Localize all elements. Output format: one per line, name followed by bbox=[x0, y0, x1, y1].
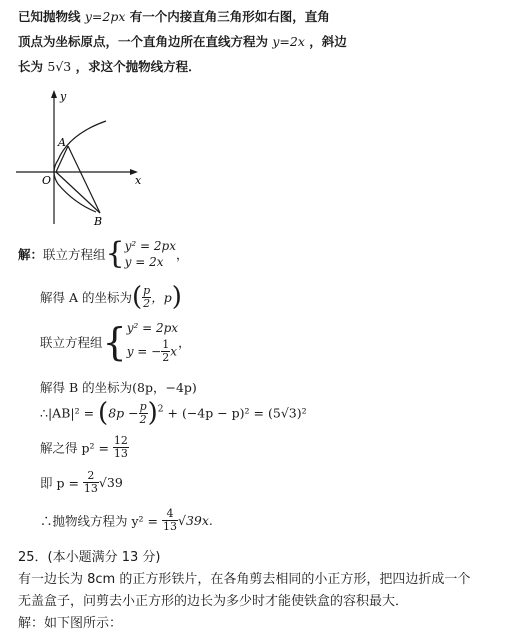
side-ab bbox=[68, 146, 100, 213]
solution-text: 8p − bbox=[108, 405, 139, 421]
solution-text: ，p bbox=[151, 290, 172, 305]
y-axis-label: y bbox=[60, 90, 67, 103]
solution-ab-equation bbox=[40, 398, 307, 428]
brace: { bbox=[105, 236, 125, 271]
solution-p-value bbox=[40, 470, 123, 495]
system-label: 联立方程组 bbox=[40, 335, 103, 350]
numerator: 2 bbox=[83, 470, 99, 483]
solution-text: ∴抛物线方程为 y² = bbox=[40, 513, 158, 529]
equation bbox=[127, 339, 178, 364]
equation: y = 2x bbox=[124, 255, 164, 269]
problem-equation: y=2px bbox=[84, 9, 126, 24]
paren: ) bbox=[147, 398, 158, 428]
problem-25-header: 25．(本小题满分 13 分) bbox=[18, 550, 161, 565]
fraction bbox=[139, 401, 148, 426]
equation-system bbox=[127, 320, 178, 364]
solution-final bbox=[40, 508, 213, 533]
radical: √39 bbox=[98, 475, 123, 490]
equation-part: y = − bbox=[126, 344, 162, 359]
parabola-figure bbox=[14, 88, 149, 228]
exponent: 2 bbox=[157, 404, 164, 415]
problem-25-line-2: 无盖盒子，问剪去小正方形的边长为多少时才能使铁盒的容积最大． bbox=[18, 594, 409, 609]
brace: { bbox=[102, 320, 127, 364]
solution-text: 解之得 p² = bbox=[40, 440, 109, 456]
solution-solve-p2 bbox=[40, 435, 129, 460]
equation: y² = 2px bbox=[124, 239, 176, 253]
y-axis-arrow bbox=[51, 90, 57, 98]
punctuation: ， bbox=[178, 335, 191, 350]
problem-text: 顶点为坐标原点，一个直角边所在直线方程为 bbox=[18, 34, 269, 49]
denominator: 13 bbox=[162, 520, 177, 533]
problem-equation: 5√3 bbox=[47, 59, 72, 74]
denominator: 2 bbox=[143, 296, 151, 310]
side-ob bbox=[56, 172, 100, 213]
problem-text: ，求这个抛物线方程． bbox=[75, 59, 201, 74]
problem-text: ，斜边 bbox=[309, 34, 347, 49]
denominator: 13 bbox=[113, 447, 128, 460]
denominator: 13 bbox=[83, 482, 98, 495]
problem-25-line-1: 有一边长为 8cm 的正方形铁片，在各角剪去相同的小正方形，把四边折成一个 bbox=[18, 572, 471, 587]
problem-25-line-3: 解：如下图所示： bbox=[18, 616, 123, 631]
paren: ) bbox=[171, 282, 182, 312]
problem-text: 已知抛物线 bbox=[18, 9, 81, 24]
point-b-label: B bbox=[94, 215, 103, 228]
numerator: p bbox=[139, 399, 147, 413]
fraction bbox=[161, 339, 170, 364]
problem-text: 有一个内接直角三角形如右图，直角 bbox=[129, 9, 330, 24]
paren: ( bbox=[98, 398, 109, 428]
system-label: 联立方程组 bbox=[43, 247, 106, 262]
fraction bbox=[142, 285, 151, 310]
point-a-label: A bbox=[58, 136, 66, 149]
solution-b-coord bbox=[40, 378, 197, 396]
solution-text: + (−4p − p)² = (5√3)² bbox=[163, 405, 307, 421]
equation: y² = 2px bbox=[126, 321, 179, 335]
numerator: 1 bbox=[162, 338, 170, 351]
solution-a-coord bbox=[40, 282, 182, 312]
fraction bbox=[162, 508, 178, 533]
fraction bbox=[113, 435, 129, 460]
solution-text: √39x. bbox=[177, 513, 213, 528]
x-axis-label: x bbox=[135, 174, 142, 187]
denominator: 2 bbox=[139, 412, 147, 426]
problem-line-3 bbox=[18, 56, 201, 78]
fraction bbox=[83, 470, 99, 495]
denominator: 2 bbox=[162, 351, 170, 364]
problem-line-2 bbox=[18, 31, 347, 53]
paren: ( bbox=[131, 282, 143, 312]
problem-line-1 bbox=[18, 6, 330, 28]
parabola-curve bbox=[54, 121, 106, 212]
origin-label: O bbox=[42, 174, 52, 187]
equation-system bbox=[125, 238, 176, 270]
numerator: 4 bbox=[162, 508, 178, 521]
solution-text: ∴|AB|² = bbox=[40, 405, 99, 421]
equation-part: x bbox=[170, 344, 178, 359]
solution-intro: 解： bbox=[18, 247, 44, 262]
solution-text: 解得 B 的坐标为(8p，−4p) bbox=[40, 380, 197, 395]
solution-system-2 bbox=[40, 320, 191, 364]
solution-text: 解得 A 的坐标为 bbox=[40, 290, 132, 305]
solution-system-1 bbox=[18, 238, 189, 270]
numerator: 12 bbox=[113, 434, 128, 447]
punctuation: ， bbox=[175, 247, 189, 262]
numerator: p bbox=[143, 283, 151, 297]
problem-equation: y=2x bbox=[272, 34, 305, 49]
problem-text: 长为 bbox=[18, 59, 44, 74]
solution-text: 即 p = bbox=[40, 475, 79, 491]
